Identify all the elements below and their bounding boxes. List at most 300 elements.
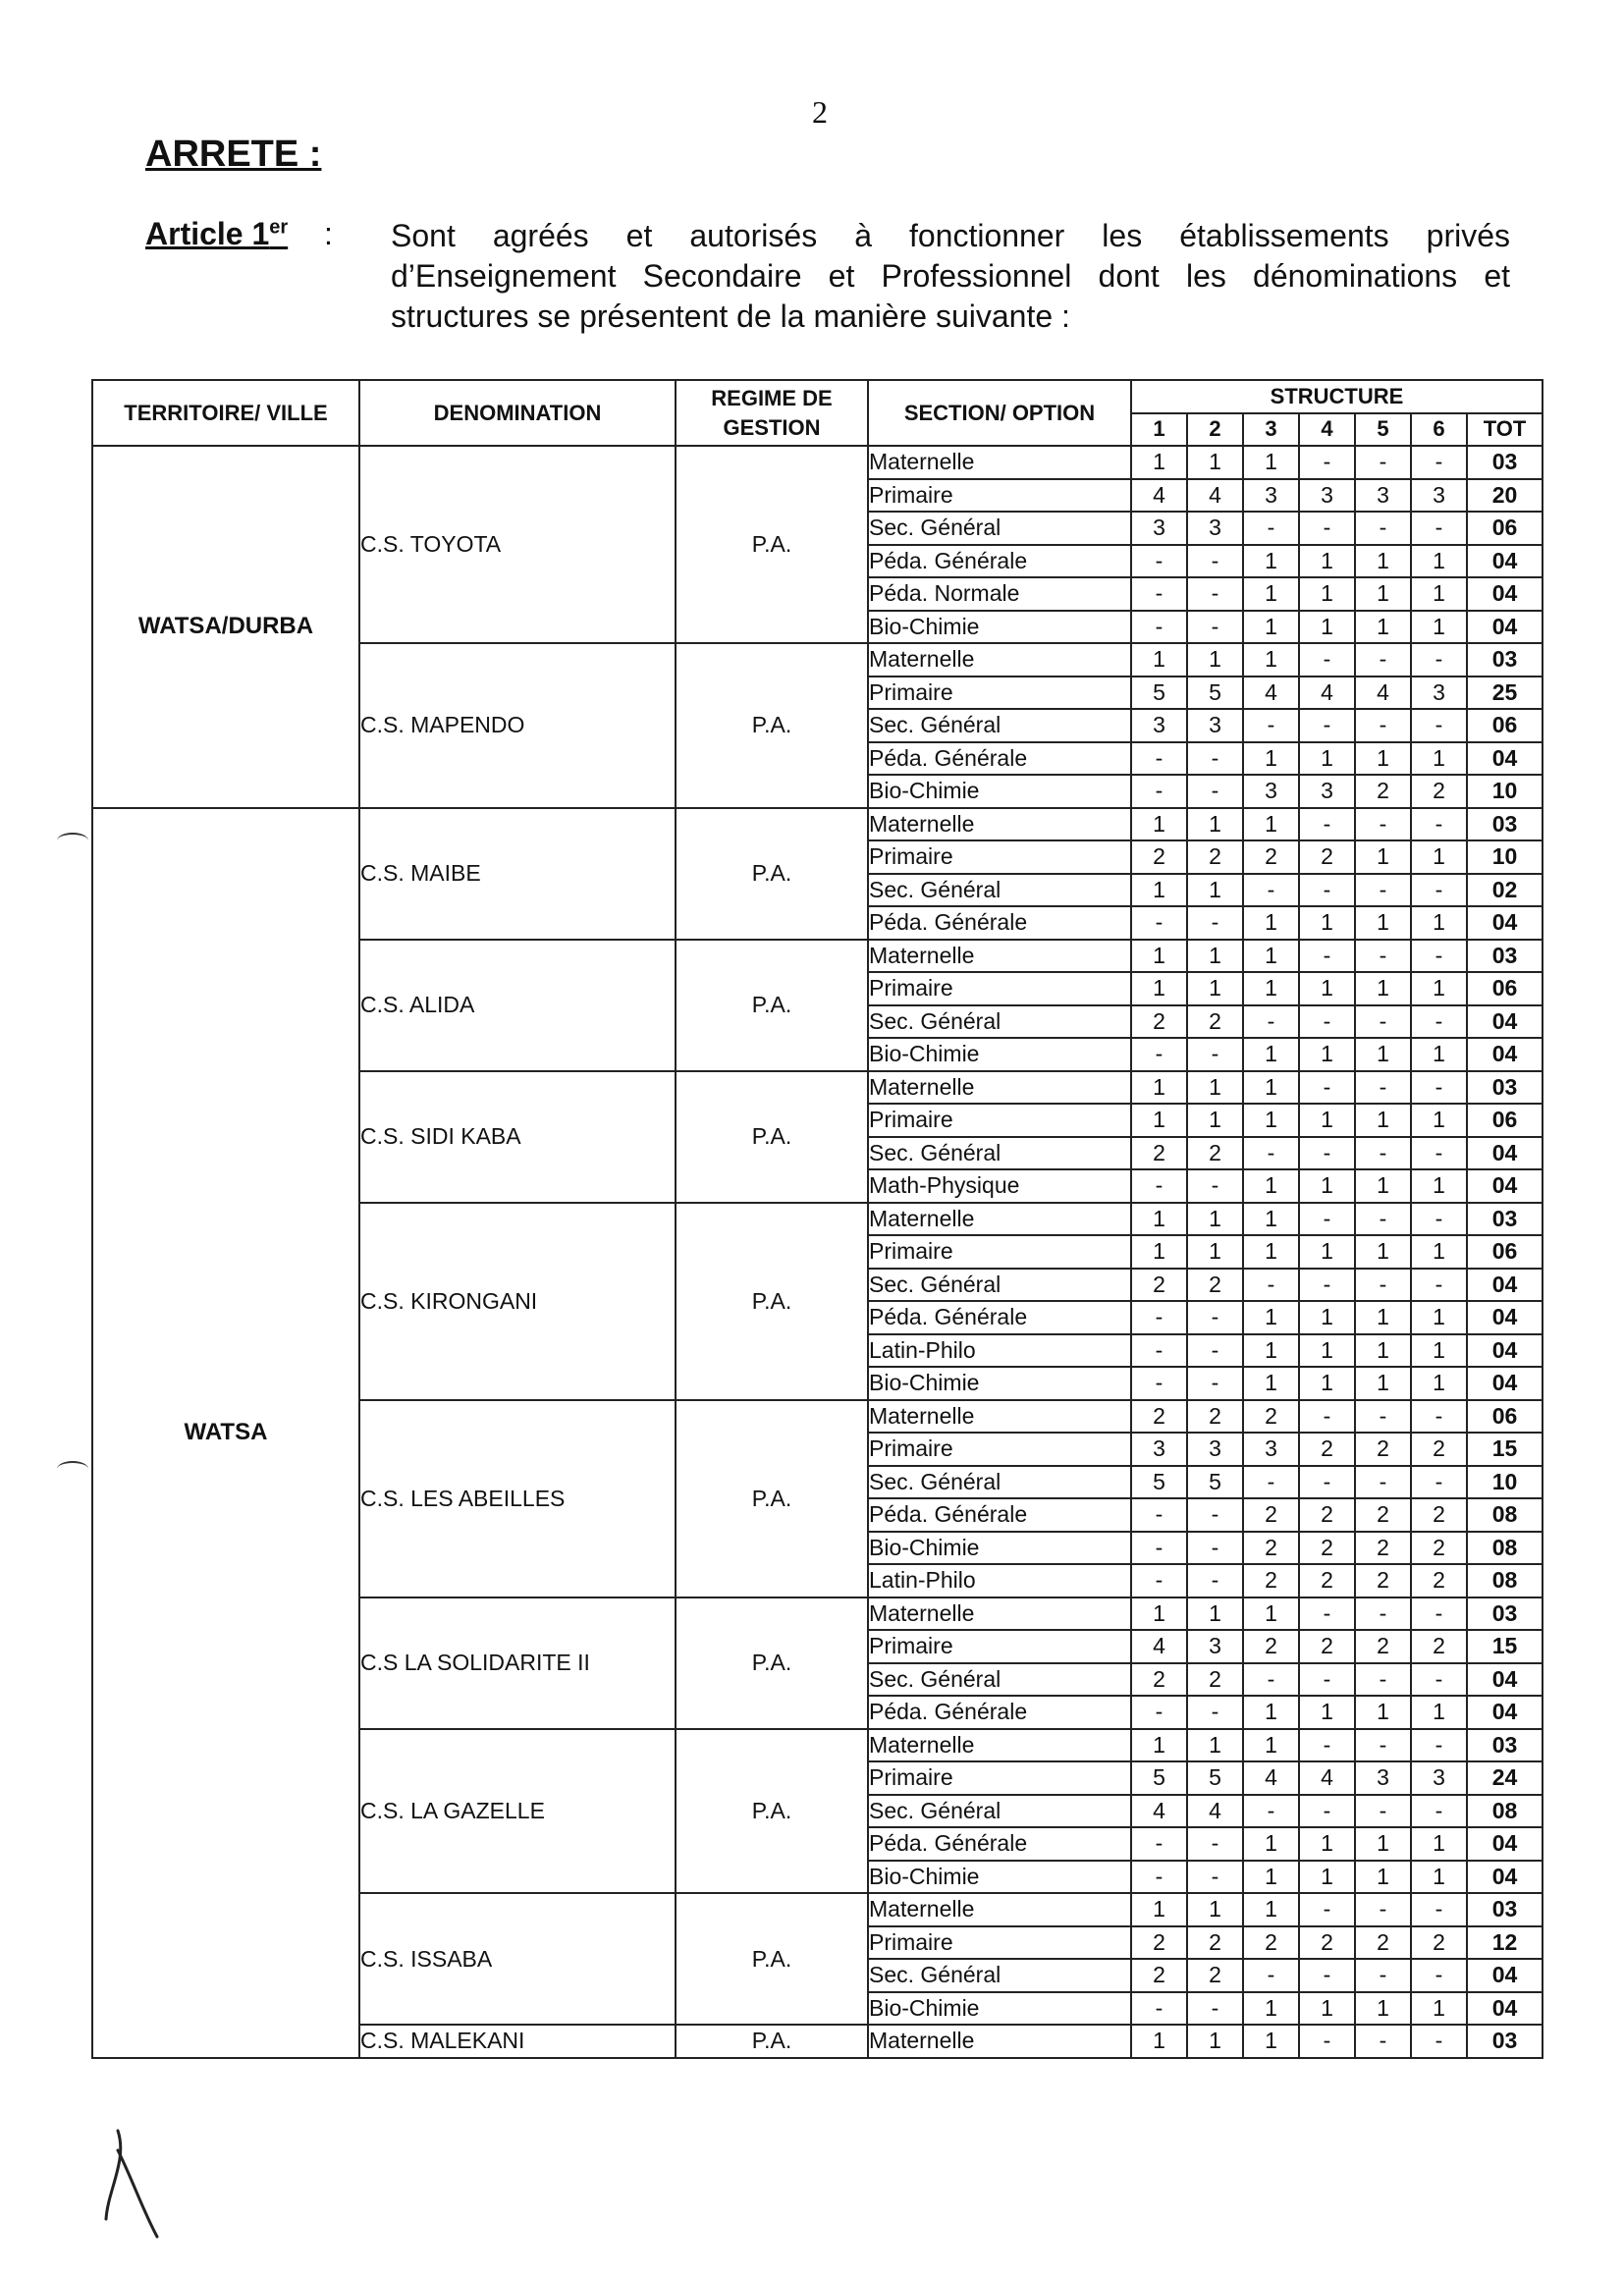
structure-value-cell: 2 [1355, 1498, 1411, 1532]
total-cell: 04 [1467, 742, 1543, 776]
total-cell: 06 [1467, 1400, 1543, 1434]
total-cell: 03 [1467, 2025, 1543, 2058]
structure-value-cell: 1 [1355, 1696, 1411, 1729]
structure-value-cell: 4 [1299, 677, 1355, 710]
structure-value-cell: 1 [1131, 874, 1187, 907]
structure-value-cell: - [1299, 512, 1355, 545]
structure-value-cell: 1 [1411, 1367, 1467, 1400]
section-cell: Bio-Chimie [868, 775, 1131, 808]
structure-value-cell: 4 [1131, 479, 1187, 513]
structure-value-cell: 1 [1243, 1893, 1299, 1926]
section-cell: Math-Physique [868, 1169, 1131, 1203]
total-cell: 04 [1467, 1367, 1543, 1400]
structure-value-cell: 2 [1187, 1269, 1243, 1302]
structure-value-cell: - [1299, 1959, 1355, 1992]
schools-structure-table [91, 379, 1543, 2059]
structure-value-cell: 1 [1131, 1203, 1187, 1236]
table-row [92, 446, 1543, 479]
structure-value-cell: 1 [1355, 1367, 1411, 1400]
structure-value-cell: 2 [1411, 1926, 1467, 1960]
structure-value-cell: 1 [1243, 1104, 1299, 1137]
structure-value-cell: 1 [1131, 1235, 1187, 1269]
section-cell: Péda. Normale [868, 577, 1131, 611]
section-cell: Bio-Chimie [868, 1038, 1131, 1071]
structure-value-cell: 2 [1131, 1663, 1187, 1697]
school-name-cell: C.S LA SOLIDARITE II [359, 1597, 676, 1729]
structure-value-cell: 2 [1131, 1005, 1187, 1039]
structure-value-cell: 1 [1187, 1893, 1243, 1926]
structure-value-cell: 2 [1131, 840, 1187, 874]
article-body [391, 216, 1510, 337]
structure-value-cell: 3 [1243, 1433, 1299, 1466]
structure-value-cell: 1 [1411, 906, 1467, 940]
structure-value-cell: - [1299, 2025, 1355, 2058]
regime-cell: P.A. [676, 2025, 868, 2058]
structure-value-cell: - [1411, 940, 1467, 973]
header-regime: REGIME DE GESTION [676, 380, 868, 446]
structure-value-cell: 2 [1299, 1433, 1355, 1466]
total-cell: 08 [1467, 1564, 1543, 1597]
total-cell: 20 [1467, 479, 1543, 513]
structure-value-cell: 2 [1355, 775, 1411, 808]
structure-value-cell: 2 [1299, 1630, 1355, 1663]
section-cell: Maternelle [868, 446, 1131, 479]
header-structure-col: 2 [1187, 413, 1243, 447]
structure-value-cell: - [1299, 1400, 1355, 1434]
structure-value-cell: - [1411, 1795, 1467, 1828]
structure-value-cell: 1 [1355, 545, 1411, 578]
total-cell: 04 [1467, 1169, 1543, 1203]
structure-value-cell: - [1299, 1466, 1355, 1499]
structure-value-cell: - [1187, 1564, 1243, 1597]
structure-value-cell: 1 [1411, 1104, 1467, 1137]
section-cell: Péda. Générale [868, 742, 1131, 776]
structure-value-cell: - [1411, 1466, 1467, 1499]
section-cell: Maternelle [868, 1597, 1131, 1631]
structure-value-cell: 1 [1187, 940, 1243, 973]
structure-value-cell: - [1187, 545, 1243, 578]
structure-value-cell: 1 [1243, 1827, 1299, 1861]
structure-value-cell: - [1355, 709, 1411, 742]
structure-value-cell: 1 [1299, 1861, 1355, 1894]
header-structure-col: 3 [1243, 413, 1299, 447]
handwritten-mark [98, 2121, 177, 2239]
structure-value-cell: - [1243, 1466, 1299, 1499]
structure-value-cell: 1 [1131, 1597, 1187, 1631]
structure-value-cell: - [1131, 1532, 1187, 1565]
structure-value-cell: 2 [1243, 1926, 1299, 1960]
regime-cell: P.A. [676, 446, 868, 643]
structure-value-cell: 1 [1299, 1696, 1355, 1729]
structure-value-cell: - [1411, 1071, 1467, 1105]
section-cell: Maternelle [868, 1893, 1131, 1926]
structure-value-cell: 1 [1411, 1038, 1467, 1071]
structure-value-cell: - [1187, 1861, 1243, 1894]
structure-value-cell: 2 [1131, 1926, 1187, 1960]
structure-value-cell: 1 [1411, 1861, 1467, 1894]
structure-value-cell: - [1411, 1400, 1467, 1434]
structure-value-cell: - [1411, 1137, 1467, 1170]
structure-value-cell: 2 [1243, 1400, 1299, 1434]
total-cell: 04 [1467, 1663, 1543, 1697]
structure-value-cell: 1 [1355, 1827, 1411, 1861]
structure-value-cell: 1 [1299, 1827, 1355, 1861]
total-cell: 12 [1467, 1926, 1543, 1960]
structure-value-cell: 1 [1411, 742, 1467, 776]
structure-value-cell: 1 [1131, 446, 1187, 479]
structure-value-cell: 2 [1299, 1564, 1355, 1597]
structure-value-cell: - [1355, 512, 1411, 545]
structure-value-cell: - [1299, 874, 1355, 907]
structure-value-cell: - [1187, 577, 1243, 611]
structure-value-cell: 1 [1411, 1992, 1467, 2026]
structure-value-cell: 2 [1131, 1269, 1187, 1302]
total-cell: 06 [1467, 1104, 1543, 1137]
total-cell: 10 [1467, 775, 1543, 808]
regime-cell: P.A. [676, 808, 868, 940]
structure-value-cell: 1 [1299, 1038, 1355, 1071]
section-cell: Maternelle [868, 940, 1131, 973]
section-cell: Sec. Général [868, 512, 1131, 545]
structure-value-cell: - [1243, 874, 1299, 907]
header-denomination: DENOMINATION [359, 380, 676, 446]
structure-value-cell: - [1299, 1269, 1355, 1302]
structure-value-cell: 1 [1243, 1038, 1299, 1071]
total-cell: 04 [1467, 611, 1543, 644]
structure-value-cell: - [1131, 742, 1187, 776]
structure-value-cell: 1 [1243, 1992, 1299, 2026]
structure-value-cell: 2 [1299, 840, 1355, 874]
total-cell: 08 [1467, 1532, 1543, 1565]
structure-value-cell: 1 [1411, 972, 1467, 1005]
structure-value-cell: - [1355, 1071, 1411, 1105]
structure-value-cell: - [1131, 577, 1187, 611]
section-cell: Bio-Chimie [868, 611, 1131, 644]
structure-value-cell: 1 [1299, 1301, 1355, 1334]
structure-value-cell: 1 [1187, 2025, 1243, 2058]
section-cell: Primaire [868, 840, 1131, 874]
structure-value-cell: 5 [1131, 677, 1187, 710]
structure-value-cell: 3 [1299, 479, 1355, 513]
structure-value-cell: 1 [1243, 1861, 1299, 1894]
total-cell: 04 [1467, 1334, 1543, 1368]
regime-cell: P.A. [676, 940, 868, 1071]
total-cell: 02 [1467, 874, 1543, 907]
structure-value-cell: 1 [1187, 1597, 1243, 1631]
structure-value-cell: 1 [1243, 1235, 1299, 1269]
section-cell: Maternelle [868, 1400, 1131, 1434]
structure-value-cell: - [1355, 808, 1411, 841]
header-structure-col: 4 [1299, 413, 1355, 447]
structure-value-cell: 1 [1187, 1104, 1243, 1137]
structure-value-cell: 1 [1411, 545, 1467, 578]
total-cell: 04 [1467, 1959, 1543, 1992]
structure-value-cell: 3 [1411, 1761, 1467, 1795]
structure-value-cell: 3 [1187, 1630, 1243, 1663]
total-cell: 10 [1467, 1466, 1543, 1499]
section-cell: Bio-Chimie [868, 1532, 1131, 1565]
regime-cell: P.A. [676, 1071, 868, 1203]
structure-value-cell: 2 [1131, 1959, 1187, 1992]
structure-value-cell: 1 [1299, 1104, 1355, 1137]
structure-value-cell: - [1187, 1169, 1243, 1203]
structure-value-cell: 5 [1131, 1761, 1187, 1795]
total-cell: 03 [1467, 643, 1543, 677]
structure-value-cell: 1 [1355, 906, 1411, 940]
total-cell: 03 [1467, 940, 1543, 973]
structure-value-cell: 1 [1243, 906, 1299, 940]
structure-value-cell: 2 [1131, 1137, 1187, 1170]
structure-value-cell: - [1299, 1663, 1355, 1697]
section-cell: Primaire [868, 1433, 1131, 1466]
structure-value-cell: 1 [1187, 1071, 1243, 1105]
structure-value-cell: 2 [1187, 1926, 1243, 1960]
structure-value-cell: - [1411, 512, 1467, 545]
structure-value-cell: 1 [1299, 1992, 1355, 2026]
structure-value-cell: - [1411, 643, 1467, 677]
total-cell: 04 [1467, 1696, 1543, 1729]
structure-value-cell: - [1411, 709, 1467, 742]
territory-cell: WATSA/DURBA [92, 446, 359, 808]
structure-value-cell: 1 [1131, 1893, 1187, 1926]
structure-value-cell: - [1187, 775, 1243, 808]
structure-value-cell: - [1131, 545, 1187, 578]
structure-value-cell: 3 [1131, 512, 1187, 545]
structure-value-cell: - [1355, 1005, 1411, 1039]
structure-value-cell: 2 [1187, 1959, 1243, 1992]
total-cell: 04 [1467, 906, 1543, 940]
structure-value-cell: 1 [1355, 1038, 1411, 1071]
section-cell: Sec. Général [868, 1269, 1131, 1302]
structure-value-cell: 1 [1299, 1367, 1355, 1400]
structure-value-cell: 2 [1355, 1433, 1411, 1466]
total-cell: 03 [1467, 1893, 1543, 1926]
structure-value-cell: 1 [1355, 1169, 1411, 1203]
section-cell: Primaire [868, 1630, 1131, 1663]
total-cell: 04 [1467, 1269, 1543, 1302]
structure-value-cell: 1 [1355, 1235, 1411, 1269]
structure-value-cell: 1 [1411, 1169, 1467, 1203]
structure-value-cell: - [1243, 1663, 1299, 1697]
article-line: d’Enseignement Secondaire et Professionnel dont les dénominations et [391, 258, 1510, 294]
structure-value-cell: 1 [1243, 1301, 1299, 1334]
total-cell: 15 [1467, 1630, 1543, 1663]
structure-value-cell: 1 [1243, 611, 1299, 644]
structure-value-cell: - [1299, 709, 1355, 742]
structure-value-cell: - [1411, 1729, 1467, 1762]
structure-value-cell: 2 [1355, 1926, 1411, 1960]
header-structure: STRUCTURE [1131, 380, 1543, 413]
structure-value-cell: 1 [1187, 972, 1243, 1005]
structure-value-cell: 1 [1411, 1334, 1467, 1368]
header-structure-col: TOT [1467, 413, 1543, 447]
total-cell: 24 [1467, 1761, 1543, 1795]
structure-value-cell: - [1243, 1269, 1299, 1302]
section-cell: Bio-Chimie [868, 1992, 1131, 2026]
margin-mark [57, 833, 88, 848]
section-cell: Primaire [868, 1926, 1131, 1960]
structure-value-cell: 3 [1187, 1433, 1243, 1466]
total-cell: 06 [1467, 972, 1543, 1005]
structure-value-cell: 2 [1411, 775, 1467, 808]
structure-value-cell: 1 [1411, 577, 1467, 611]
structure-value-cell: - [1299, 1203, 1355, 1236]
structure-value-cell: 1 [1243, 2025, 1299, 2058]
structure-value-cell: - [1243, 512, 1299, 545]
structure-value-cell: 2 [1411, 1498, 1467, 1532]
structure-value-cell: - [1299, 1729, 1355, 1762]
total-cell: 25 [1467, 677, 1543, 710]
total-cell: 03 [1467, 1597, 1543, 1631]
structure-value-cell: 2 [1411, 1532, 1467, 1565]
structure-value-cell: 2 [1299, 1532, 1355, 1565]
structure-value-cell: 2 [1299, 1498, 1355, 1532]
school-name-cell: C.S. TOYOTA [359, 446, 676, 643]
structure-value-cell: - [1131, 1861, 1187, 1894]
structure-value-cell: 2 [1411, 1630, 1467, 1663]
section-cell: Bio-Chimie [868, 1367, 1131, 1400]
school-name-cell: C.S. SIDI KABA [359, 1071, 676, 1203]
structure-value-cell: 2 [1243, 1630, 1299, 1663]
structure-value-cell: 2 [1243, 1532, 1299, 1565]
structure-value-cell: - [1131, 1367, 1187, 1400]
structure-value-cell: 1 [1299, 577, 1355, 611]
margin-mark [57, 1461, 88, 1477]
structure-value-cell: - [1411, 1269, 1467, 1302]
section-cell: Primaire [868, 1761, 1131, 1795]
structure-value-cell: 1 [1411, 840, 1467, 874]
structure-value-cell: - [1187, 1038, 1243, 1071]
regime-cell: P.A. [676, 1729, 868, 1894]
structure-value-cell: - [1355, 2025, 1411, 2058]
section-cell: Sec. Général [868, 1137, 1131, 1170]
total-cell: 08 [1467, 1795, 1543, 1828]
structure-value-cell: 4 [1243, 677, 1299, 710]
structure-value-cell: - [1299, 643, 1355, 677]
structure-value-cell: - [1131, 1498, 1187, 1532]
total-cell: 08 [1467, 1498, 1543, 1532]
structure-value-cell: - [1131, 1827, 1187, 1861]
article-colon: : [324, 216, 333, 251]
total-cell: 04 [1467, 577, 1543, 611]
school-name-cell: C.S. MAIBE [359, 808, 676, 940]
header-structure-col: 5 [1355, 413, 1411, 447]
article-label-sup: er [269, 216, 289, 239]
structure-value-cell: - [1187, 1301, 1243, 1334]
structure-value-cell: 1 [1299, 906, 1355, 940]
structure-value-cell: 1 [1243, 545, 1299, 578]
structure-value-cell: 3 [1243, 775, 1299, 808]
structure-value-cell: - [1299, 1893, 1355, 1926]
structure-value-cell: 2 [1187, 1137, 1243, 1170]
structure-value-cell: - [1243, 1137, 1299, 1170]
total-cell: 15 [1467, 1433, 1543, 1466]
structure-value-cell: - [1299, 940, 1355, 973]
structure-value-cell: 3 [1131, 709, 1187, 742]
structure-value-cell: - [1355, 1795, 1411, 1828]
total-cell: 03 [1467, 1729, 1543, 1762]
structure-value-cell: 4 [1187, 479, 1243, 513]
structure-value-cell: 1 [1299, 972, 1355, 1005]
structure-value-cell: 1 [1243, 1203, 1299, 1236]
structure-value-cell: 1 [1131, 2025, 1187, 2058]
article-label-text: Article 1 [145, 216, 270, 251]
structure-value-cell: - [1411, 2025, 1467, 2058]
total-cell: 03 [1467, 446, 1543, 479]
structure-value-cell: 1 [1299, 742, 1355, 776]
structure-value-cell: - [1355, 940, 1411, 973]
structure-value-cell: - [1411, 446, 1467, 479]
structure-value-cell: 5 [1187, 677, 1243, 710]
structure-value-cell: - [1355, 1893, 1411, 1926]
section-cell: Primaire [868, 972, 1131, 1005]
structure-value-cell: - [1355, 1137, 1411, 1170]
header-section: SECTION/ OPTION [868, 380, 1131, 446]
structure-value-cell: 4 [1187, 1795, 1243, 1828]
section-cell: Maternelle [868, 1203, 1131, 1236]
structure-value-cell: 3 [1187, 512, 1243, 545]
structure-value-cell: 1 [1243, 1729, 1299, 1762]
total-cell: 03 [1467, 1071, 1543, 1105]
structure-value-cell: 3 [1355, 1761, 1411, 1795]
header-structure-col: 6 [1411, 413, 1467, 447]
structure-value-cell: 4 [1131, 1795, 1187, 1828]
total-cell: 10 [1467, 840, 1543, 874]
structure-value-cell: 1 [1355, 611, 1411, 644]
structure-value-cell: - [1131, 1301, 1187, 1334]
structure-value-cell: - [1187, 1827, 1243, 1861]
structure-value-cell: 1 [1187, 1203, 1243, 1236]
structure-value-cell: 1 [1131, 940, 1187, 973]
article-line: Sont agréés et autorisés à fonctionner les établissements privés [391, 218, 1510, 253]
structure-value-cell: - [1187, 611, 1243, 644]
section-cell: Sec. Général [868, 1795, 1131, 1828]
structure-value-cell: 3 [1355, 479, 1411, 513]
structure-value-cell: 5 [1131, 1466, 1187, 1499]
structure-value-cell: 1 [1131, 972, 1187, 1005]
structure-value-cell: 2 [1243, 840, 1299, 874]
structure-value-cell: - [1411, 1005, 1467, 1039]
section-cell: Latin-Philo [868, 1564, 1131, 1597]
structure-value-cell: 3 [1299, 775, 1355, 808]
structure-value-cell: - [1411, 1893, 1467, 1926]
structure-value-cell: - [1187, 742, 1243, 776]
structure-value-cell: - [1131, 1992, 1187, 2026]
structure-value-cell: - [1355, 643, 1411, 677]
regime-cell: P.A. [676, 1597, 868, 1729]
structure-value-cell: - [1355, 1729, 1411, 1762]
structure-value-cell: - [1131, 1334, 1187, 1368]
section-cell: Sec. Général [868, 1466, 1131, 1499]
structure-value-cell: 1 [1355, 1992, 1411, 2026]
structure-value-cell: 3 [1411, 479, 1467, 513]
structure-value-cell: 2 [1355, 1630, 1411, 1663]
section-cell: Maternelle [868, 643, 1131, 677]
section-cell: Primaire [868, 479, 1131, 513]
structure-value-cell: - [1355, 874, 1411, 907]
structure-value-cell: 4 [1131, 1630, 1187, 1663]
section-cell: Maternelle [868, 1729, 1131, 1762]
total-cell: 06 [1467, 1235, 1543, 1269]
structure-value-cell: 1 [1243, 446, 1299, 479]
section-cell: Latin-Philo [868, 1334, 1131, 1368]
section-cell: Péda. Générale [868, 1498, 1131, 1532]
structure-value-cell: 1 [1187, 1235, 1243, 1269]
school-name-cell: C.S. MAPENDO [359, 643, 676, 808]
structure-value-cell: 1 [1299, 545, 1355, 578]
structure-value-cell: 1 [1355, 840, 1411, 874]
structure-value-cell: 2 [1187, 1400, 1243, 1434]
